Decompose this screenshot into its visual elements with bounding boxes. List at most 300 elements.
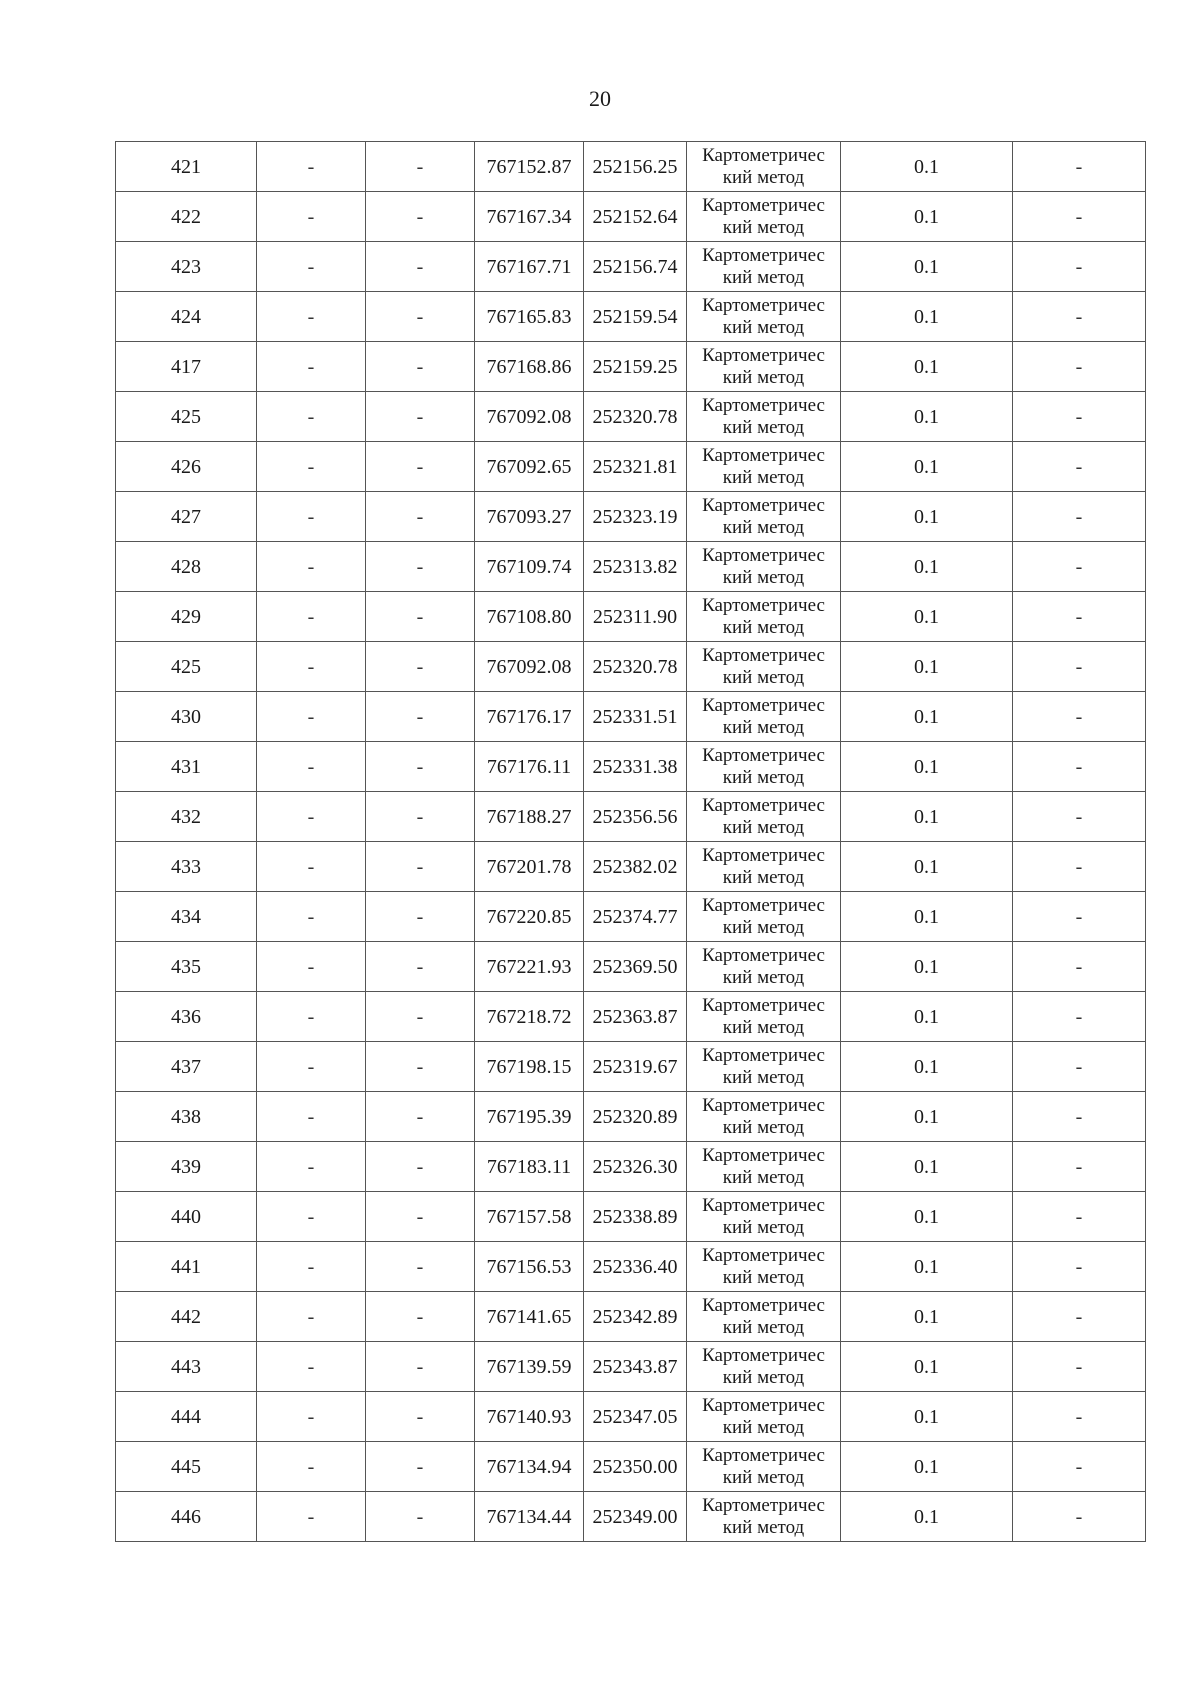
method-text-line: кий метод (722, 566, 805, 588)
method-text-line: кий метод (722, 466, 805, 488)
empty-value-cell: - (366, 1192, 475, 1242)
table-row (116, 542, 1146, 592)
empty-value-cell: - (366, 442, 475, 492)
method-text-line: кий метод (722, 966, 805, 988)
x-coordinate-cell: 767139.59 (475, 1342, 584, 1392)
table-row (116, 692, 1146, 742)
method-text-line: кий метод (722, 166, 805, 188)
method-text-line: кий метод (722, 1216, 805, 1238)
empty-value-cell: - (257, 492, 366, 542)
x-coordinate-cell: 767218.72 (475, 992, 584, 1042)
accuracy-cell: 0.1 (841, 742, 1013, 792)
method-text-line: Картометричес (702, 694, 825, 716)
x-coordinate-cell: 767093.27 (475, 492, 584, 542)
method-text-line: Картометричес (702, 1294, 825, 1316)
method-text-line: Картометричес (702, 944, 825, 966)
x-coordinate-cell: 767165.83 (475, 292, 584, 342)
method-text-line: кий метод (722, 366, 805, 388)
accuracy-cell: 0.1 (841, 842, 1013, 892)
empty-value-cell: - (1013, 792, 1146, 842)
empty-value-cell: - (257, 792, 366, 842)
accuracy-cell: 0.1 (841, 1342, 1013, 1392)
empty-value-cell: - (366, 1042, 475, 1092)
method-cell (687, 192, 841, 242)
method-text-line: Картометричес (702, 344, 825, 366)
point-number-cell: 424 (116, 292, 257, 342)
method-text-line: кий метод (722, 616, 805, 638)
method-text-line: кий метод (722, 1016, 805, 1038)
accuracy-cell: 0.1 (841, 1142, 1013, 1192)
accuracy-cell: 0.1 (841, 1292, 1013, 1342)
point-number-cell: 443 (116, 1342, 257, 1392)
x-coordinate-cell: 767167.34 (475, 192, 584, 242)
point-number-cell: 425 (116, 392, 257, 442)
table-row (116, 142, 1146, 192)
y-coordinate-cell: 252320.78 (584, 642, 687, 692)
empty-value-cell: - (257, 692, 366, 742)
method-text-line: кий метод (722, 1266, 805, 1288)
table-row (116, 1342, 1146, 1392)
table-row (116, 442, 1146, 492)
method-text-line: кий метод (722, 1466, 805, 1488)
empty-value-cell: - (257, 942, 366, 992)
method-text-line: Картометричес (702, 1394, 825, 1416)
point-number-cell: 431 (116, 742, 257, 792)
accuracy-cell: 0.1 (841, 1242, 1013, 1292)
method-text-line: кий метод (722, 716, 805, 738)
empty-value-cell: - (257, 542, 366, 592)
point-number-cell: 444 (116, 1392, 257, 1442)
empty-value-cell: - (1013, 1392, 1146, 1442)
accuracy-cell: 0.1 (841, 592, 1013, 642)
accuracy-cell: 0.1 (841, 242, 1013, 292)
method-cell (687, 342, 841, 392)
method-cell (687, 242, 841, 292)
method-cell (687, 792, 841, 842)
empty-value-cell: - (257, 1142, 366, 1192)
coordinates-table (115, 141, 1146, 1542)
empty-value-cell: - (1013, 742, 1146, 792)
empty-value-cell: - (366, 392, 475, 442)
x-coordinate-cell: 767195.39 (475, 1092, 584, 1142)
method-cell (687, 1192, 841, 1242)
point-number-cell: 432 (116, 792, 257, 842)
table-row (116, 592, 1146, 642)
x-coordinate-cell: 767201.78 (475, 842, 584, 892)
empty-value-cell: - (1013, 242, 1146, 292)
empty-value-cell: - (257, 1392, 366, 1442)
table-row (116, 892, 1146, 942)
method-cell (687, 1492, 841, 1542)
method-cell (687, 1342, 841, 1392)
y-coordinate-cell: 252159.25 (584, 342, 687, 392)
method-text-line: Картометричес (702, 444, 825, 466)
method-cell (687, 1292, 841, 1342)
method-cell (687, 842, 841, 892)
empty-value-cell: - (366, 942, 475, 992)
y-coordinate-cell: 252311.90 (584, 592, 687, 642)
empty-value-cell: - (1013, 1442, 1146, 1492)
empty-value-cell: - (257, 442, 366, 492)
empty-value-cell: - (1013, 1492, 1146, 1542)
empty-value-cell: - (1013, 192, 1146, 242)
method-text-line: Картометричес (702, 1444, 825, 1466)
empty-value-cell: - (257, 1192, 366, 1242)
point-number-cell: 440 (116, 1192, 257, 1242)
empty-value-cell: - (366, 1242, 475, 1292)
point-number-cell: 438 (116, 1092, 257, 1142)
empty-value-cell: - (366, 1092, 475, 1142)
y-coordinate-cell: 252342.89 (584, 1292, 687, 1342)
empty-value-cell: - (257, 1342, 366, 1392)
method-text-line: Картометричес (702, 644, 825, 666)
empty-value-cell: - (257, 392, 366, 442)
empty-value-cell: - (257, 1492, 366, 1542)
method-cell (687, 1442, 841, 1492)
method-cell (687, 492, 841, 542)
empty-value-cell: - (257, 1042, 366, 1092)
y-coordinate-cell: 252331.51 (584, 692, 687, 742)
point-number-cell: 428 (116, 542, 257, 592)
method-text-line: кий метод (722, 266, 805, 288)
method-text-line: кий метод (722, 1066, 805, 1088)
method-cell (687, 692, 841, 742)
y-coordinate-cell: 252331.38 (584, 742, 687, 792)
point-number-cell: 433 (116, 842, 257, 892)
table-body (116, 142, 1146, 1542)
method-text-line: Картометричес (702, 1494, 825, 1516)
point-number-cell: 417 (116, 342, 257, 392)
empty-value-cell: - (1013, 592, 1146, 642)
empty-value-cell: - (366, 192, 475, 242)
y-coordinate-cell: 252156.74 (584, 242, 687, 292)
x-coordinate-cell: 767134.44 (475, 1492, 584, 1542)
empty-value-cell: - (1013, 1292, 1146, 1342)
accuracy-cell: 0.1 (841, 192, 1013, 242)
table-row (116, 392, 1146, 442)
method-text-line: Картометричес (702, 1344, 825, 1366)
empty-value-cell: - (1013, 1092, 1146, 1142)
empty-value-cell: - (366, 142, 475, 192)
method-text-line: Картометричес (702, 794, 825, 816)
y-coordinate-cell: 252156.25 (584, 142, 687, 192)
x-coordinate-cell: 767092.08 (475, 392, 584, 442)
method-text-line: Картометричес (702, 744, 825, 766)
method-cell (687, 1142, 841, 1192)
point-number-cell: 421 (116, 142, 257, 192)
point-number-cell: 439 (116, 1142, 257, 1192)
empty-value-cell: - (257, 192, 366, 242)
y-coordinate-cell: 252159.54 (584, 292, 687, 342)
empty-value-cell: - (1013, 1042, 1146, 1092)
empty-value-cell: - (366, 992, 475, 1042)
x-coordinate-cell: 767157.58 (475, 1192, 584, 1242)
empty-value-cell: - (1013, 492, 1146, 542)
table-row (116, 342, 1146, 392)
method-text-line: кий метод (722, 666, 805, 688)
method-text-line: кий метод (722, 816, 805, 838)
page-number: 20 (589, 86, 611, 111)
y-coordinate-cell: 252323.19 (584, 492, 687, 542)
point-number-cell: 436 (116, 992, 257, 1042)
empty-value-cell: - (366, 842, 475, 892)
empty-value-cell: - (1013, 1242, 1146, 1292)
empty-value-cell: - (257, 1092, 366, 1142)
method-text-line: Картометричес (702, 544, 825, 566)
empty-value-cell: - (257, 1292, 366, 1342)
method-cell (687, 392, 841, 442)
method-cell (687, 892, 841, 942)
method-cell (687, 1092, 841, 1142)
point-number-cell: 446 (116, 1492, 257, 1542)
empty-value-cell: - (1013, 1342, 1146, 1392)
table-row (116, 1242, 1146, 1292)
empty-value-cell: - (1013, 392, 1146, 442)
method-text-line: Картометричес (702, 594, 825, 616)
y-coordinate-cell: 252382.02 (584, 842, 687, 892)
method-text-line: кий метод (722, 916, 805, 938)
table-row (116, 1142, 1146, 1192)
method-text-line: кий метод (722, 866, 805, 888)
table-row (116, 242, 1146, 292)
point-number-cell: 434 (116, 892, 257, 942)
accuracy-cell: 0.1 (841, 792, 1013, 842)
empty-value-cell: - (1013, 692, 1146, 742)
method-text-line: Картометричес (702, 194, 825, 216)
point-number-cell: 442 (116, 1292, 257, 1342)
method-text-line: кий метод (722, 1316, 805, 1338)
empty-value-cell: - (257, 842, 366, 892)
accuracy-cell: 0.1 (841, 1192, 1013, 1242)
accuracy-cell: 0.1 (841, 642, 1013, 692)
empty-value-cell: - (366, 342, 475, 392)
method-text-line: Картометричес (702, 994, 825, 1016)
empty-value-cell: - (366, 1492, 475, 1542)
accuracy-cell: 0.1 (841, 542, 1013, 592)
empty-value-cell: - (257, 242, 366, 292)
empty-value-cell: - (366, 792, 475, 842)
x-coordinate-cell: 767156.53 (475, 1242, 584, 1292)
method-text-line: Картометричес (702, 844, 825, 866)
accuracy-cell: 0.1 (841, 892, 1013, 942)
empty-value-cell: - (366, 892, 475, 942)
point-number-cell: 435 (116, 942, 257, 992)
method-text-line: Картометричес (702, 1144, 825, 1166)
empty-value-cell: - (257, 992, 366, 1042)
empty-value-cell: - (1013, 942, 1146, 992)
y-coordinate-cell: 252152.64 (584, 192, 687, 242)
point-number-cell: 422 (116, 192, 257, 242)
method-cell (687, 1242, 841, 1292)
method-text-line: Картометричес (702, 244, 825, 266)
accuracy-cell: 0.1 (841, 1492, 1013, 1542)
y-coordinate-cell: 252374.77 (584, 892, 687, 942)
accuracy-cell: 0.1 (841, 492, 1013, 542)
empty-value-cell: - (366, 742, 475, 792)
x-coordinate-cell: 767188.27 (475, 792, 584, 842)
x-coordinate-cell: 767167.71 (475, 242, 584, 292)
table-row (116, 492, 1146, 542)
method-text-line: Картометричес (702, 894, 825, 916)
method-cell (687, 942, 841, 992)
table-row (116, 1092, 1146, 1142)
x-coordinate-cell: 767109.74 (475, 542, 584, 592)
point-number-cell: 429 (116, 592, 257, 642)
y-coordinate-cell: 252350.00 (584, 1442, 687, 1492)
method-text-line: кий метод (722, 1166, 805, 1188)
empty-value-cell: - (366, 1392, 475, 1442)
x-coordinate-cell: 767152.87 (475, 142, 584, 192)
y-coordinate-cell: 252319.67 (584, 1042, 687, 1092)
table-row (116, 192, 1146, 242)
table-row (116, 942, 1146, 992)
empty-value-cell: - (366, 242, 475, 292)
accuracy-cell: 0.1 (841, 292, 1013, 342)
method-text-line: кий метод (722, 516, 805, 538)
table-row (116, 292, 1146, 342)
point-number-cell: 425 (116, 642, 257, 692)
y-coordinate-cell: 252336.40 (584, 1242, 687, 1292)
method-text-line: Картометричес (702, 1194, 825, 1216)
empty-value-cell: - (1013, 442, 1146, 492)
method-text-line: кий метод (722, 216, 805, 238)
y-coordinate-cell: 252363.87 (584, 992, 687, 1042)
empty-value-cell: - (257, 292, 366, 342)
method-cell (687, 142, 841, 192)
method-text-line: кий метод (722, 766, 805, 788)
y-coordinate-cell: 252343.87 (584, 1342, 687, 1392)
method-cell (687, 1042, 841, 1092)
empty-value-cell: - (257, 892, 366, 942)
point-number-cell: 427 (116, 492, 257, 542)
empty-value-cell: - (1013, 1192, 1146, 1242)
method-text-line: кий метод (722, 1366, 805, 1388)
accuracy-cell: 0.1 (841, 992, 1013, 1042)
empty-value-cell: - (257, 142, 366, 192)
y-coordinate-cell: 252356.56 (584, 792, 687, 842)
point-number-cell: 426 (116, 442, 257, 492)
method-cell (687, 442, 841, 492)
empty-value-cell: - (257, 642, 366, 692)
accuracy-cell: 0.1 (841, 1392, 1013, 1442)
x-coordinate-cell: 767220.85 (475, 892, 584, 942)
empty-value-cell: - (257, 592, 366, 642)
method-text-line: кий метод (722, 1416, 805, 1438)
method-text-line: Картометричес (702, 1244, 825, 1266)
method-cell (687, 992, 841, 1042)
method-text-line: Картометричес (702, 294, 825, 316)
empty-value-cell: - (366, 642, 475, 692)
table-row (116, 1042, 1146, 1092)
y-coordinate-cell: 252347.05 (584, 1392, 687, 1442)
empty-value-cell: - (257, 1442, 366, 1492)
empty-value-cell: - (366, 1342, 475, 1392)
x-coordinate-cell: 767141.65 (475, 1292, 584, 1342)
empty-value-cell: - (1013, 292, 1146, 342)
empty-value-cell: - (366, 1292, 475, 1342)
empty-value-cell: - (257, 742, 366, 792)
empty-value-cell: - (1013, 642, 1146, 692)
method-cell (687, 592, 841, 642)
method-text-line: кий метод (722, 1516, 805, 1538)
table-row (116, 742, 1146, 792)
x-coordinate-cell: 767183.11 (475, 1142, 584, 1192)
table-row (116, 642, 1146, 692)
table-row (116, 842, 1146, 892)
x-coordinate-cell: 767176.17 (475, 692, 584, 742)
y-coordinate-cell: 252320.89 (584, 1092, 687, 1142)
method-text-line: Картометричес (702, 394, 825, 416)
x-coordinate-cell: 767221.93 (475, 942, 584, 992)
empty-value-cell: - (366, 592, 475, 642)
table-row (116, 992, 1146, 1042)
point-number-cell: 423 (116, 242, 257, 292)
empty-value-cell: - (257, 342, 366, 392)
y-coordinate-cell: 252338.89 (584, 1192, 687, 1242)
accuracy-cell: 0.1 (841, 1442, 1013, 1492)
method-cell (687, 292, 841, 342)
table-row (116, 1292, 1146, 1342)
accuracy-cell: 0.1 (841, 392, 1013, 442)
y-coordinate-cell: 252326.30 (584, 1142, 687, 1192)
x-coordinate-cell: 767134.94 (475, 1442, 584, 1492)
method-text-line: Картометричес (702, 494, 825, 516)
x-coordinate-cell: 767108.80 (475, 592, 584, 642)
accuracy-cell: 0.1 (841, 442, 1013, 492)
accuracy-cell: 0.1 (841, 142, 1013, 192)
table-row (116, 792, 1146, 842)
point-number-cell: 441 (116, 1242, 257, 1292)
method-cell (687, 742, 841, 792)
empty-value-cell: - (366, 1442, 475, 1492)
method-cell (687, 1392, 841, 1442)
empty-value-cell: - (1013, 1142, 1146, 1192)
empty-value-cell: - (366, 492, 475, 542)
method-text-line: кий метод (722, 1116, 805, 1138)
empty-value-cell: - (1013, 842, 1146, 892)
accuracy-cell: 0.1 (841, 342, 1013, 392)
method-text-line: Картометричес (702, 1094, 825, 1116)
x-coordinate-cell: 767168.86 (475, 342, 584, 392)
x-coordinate-cell: 767092.65 (475, 442, 584, 492)
y-coordinate-cell: 252313.82 (584, 542, 687, 592)
point-number-cell: 430 (116, 692, 257, 742)
empty-value-cell: - (366, 542, 475, 592)
y-coordinate-cell: 252369.50 (584, 942, 687, 992)
method-text-line: Картометричес (702, 144, 825, 166)
empty-value-cell: - (366, 1142, 475, 1192)
x-coordinate-cell: 767140.93 (475, 1392, 584, 1442)
table-row (116, 1192, 1146, 1242)
accuracy-cell: 0.1 (841, 1092, 1013, 1142)
method-text-line: кий метод (722, 416, 805, 438)
empty-value-cell: - (257, 1242, 366, 1292)
method-text-line: кий метод (722, 316, 805, 338)
method-text-line: Картометричес (702, 1044, 825, 1066)
empty-value-cell: - (1013, 892, 1146, 942)
x-coordinate-cell: 767176.11 (475, 742, 584, 792)
table-row (116, 1442, 1146, 1492)
accuracy-cell: 0.1 (841, 942, 1013, 992)
empty-value-cell: - (366, 692, 475, 742)
point-number-cell: 437 (116, 1042, 257, 1092)
empty-value-cell: - (1013, 542, 1146, 592)
empty-value-cell: - (366, 292, 475, 342)
empty-value-cell: - (1013, 342, 1146, 392)
table-row (116, 1392, 1146, 1442)
x-coordinate-cell: 767198.15 (475, 1042, 584, 1092)
table-row (116, 1492, 1146, 1542)
